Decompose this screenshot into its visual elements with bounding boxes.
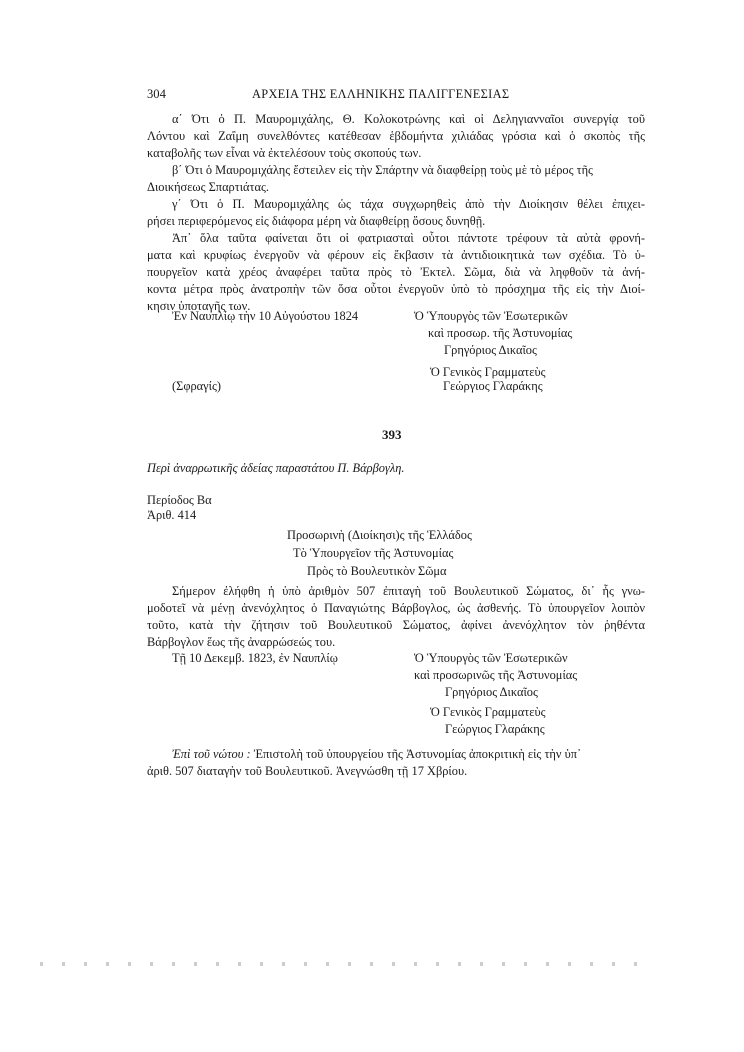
- endorsement-note: [172, 746, 581, 762]
- signature-name: Γρηγόριος Δικαῖος: [444, 343, 537, 357]
- body-line: τοῦτο, κατὰ τὴν ζήτησιν τοῦ Βουλευτικοῦ Σώματος, ἀφίνει ἀνενόχλητον τὸν ῥηθέντα: [147, 618, 645, 632]
- signature-name: Γεώργιος Γλαράκης: [445, 722, 545, 736]
- body-line: ρήσει περιφερόμενος εἰς διάφορα μέρη νὰ διαφθείρῃ ὅσους δυνηθῇ.: [147, 214, 486, 228]
- date-place: Ἐν Ναυπλίῳ τὴν 10 Αὐγούστου 1824: [172, 309, 359, 323]
- body-line: ματα καὶ κρυφίως ἐνεργοῦν νὰ φέρουν εἰς ἔκβασιν τὰ ἀντιδιοικητικὰ των σχέδια. Τὸ ὑ-: [147, 248, 645, 262]
- document-number: 393: [382, 427, 402, 442]
- signature-name: Γρηγόριος Δικαῖος: [445, 685, 538, 699]
- page-number: 304: [147, 87, 166, 101]
- body-line: Σήμερον ἐλήφθη ἡ ὑπὸ ἀριθμὸν 507 ἐπιταγὴ τοῦ Βουλευτικοῦ Σώματος, δι᾽ ἧς γνω-: [172, 584, 645, 598]
- body-line: Ἀπ᾽ ὅλα ταῦτα φαίνεται ὅτι οἱ φατριασταὶ οὗτοι πάντοτε τρέφουν τὰ αὐτὰ φρονή-: [172, 231, 645, 245]
- addressee-line: Πρὸς τὸ Βουλευτικὸν Σῶμα: [307, 564, 447, 578]
- body-line: Βάρβογλον ἕως τῆς ἀναρρώσεώς του.: [147, 635, 336, 649]
- period-label: Περίοδος Βα: [147, 493, 212, 507]
- body-line: κησιν ὑποταγῆς των.: [147, 299, 251, 313]
- signature-name: Γεώργιος Γλαράκης: [443, 379, 543, 393]
- endorsement-note-cont: ἀριθ. 507 διαταγὴν τοῦ Βουλευτικοῦ. Ἀνεγνώσθη τῇ 17 Χβρίου.: [147, 764, 468, 778]
- document-title: Περὶ ἀναρρωτικῆς ἀδείας παραστάτου Π. Βάρβογλη.: [147, 461, 405, 475]
- body-line: κοντα μέτρα πρὸς ἀνατροπὴν τῶν ὅσα οὗτοι ἐνεργοῦν ὑπὸ τὸ πρόσχημα τῆς εἰς τὴν Διοί-: [147, 282, 645, 296]
- running-title: ΑΡΧΕΙΑ ΤΗΣ ΕΛΛΗΝΙΚΗΣ ΠΑΛΙΓΓΕΝΕΣΙΑΣ: [252, 87, 510, 101]
- endorsement-label: Ἐπὶ τοῦ νώτου :: [172, 747, 251, 761]
- signature-line: καὶ προσωρ. τῆς Ἀστυνομίας: [428, 326, 573, 340]
- endorsement-text: Ἐπιστολὴ τοῦ ὑπουργείου τῆς Ἀστυνομίας ἀποκριτικὴ εἰς τὴν ὑπ᾽: [253, 747, 582, 761]
- scan-artifact: [40, 962, 640, 966]
- body-line: καταβολῆς των εἶναι νὰ ἐκτελέσουν τοὺς σκοπούς των.: [147, 146, 422, 160]
- seal-label: (Σφραγίς): [172, 379, 222, 393]
- signature-line: καὶ προσωρινῶς τῆς Ἀστυνομίας: [414, 668, 578, 682]
- signature-line: Ὁ Ὑπουργὸς τῶν Ἐσωτερικῶν: [414, 309, 568, 323]
- body-line: πουργεῖον κατὰ χρέος ἀναφέρει ταῦτα πρὸς τὸ Ἐκτελ. Σῶμα, διὰ νὰ ληφθοῦν τὰ ἀνή-: [147, 265, 645, 279]
- addressee-line: Τὸ Ὑπουργεῖον τῆς Ἀστυνομίας: [293, 546, 454, 560]
- body-line: α΄ Ότι ὁ Π. Μαυρομιχάλης, Θ. Κολοκοτρώνης καὶ οἱ Δεληγιανναῖοι συνεργίᾳ τοῦ: [172, 112, 645, 126]
- signature-line: Ὁ Γενικὸς Γραμματεὺς: [430, 705, 546, 719]
- signature-line: Ὁ Γενικὸς Γραμματεὺς: [430, 365, 546, 379]
- date-place: Τῇ 10 Δεκεμβ. 1823, ἐν Ναυπλίῳ: [172, 651, 338, 665]
- reference-number: Ἀριθ. 414: [147, 508, 197, 522]
- addressee-line: Προσωρινὴ (Διοίκησι)ς τῆς Ἑλλάδος: [287, 528, 472, 542]
- signature-line: Ὁ Ὑπουργὸς τῶν Ἐσωτερικῶν: [414, 651, 568, 665]
- body-line: γ΄ Ότι ὁ Π. Μαυρομιχάλης ὡς τάχα συγχωρηθεὶς ἀπὸ τὴν Διοίκησιν θέλει ἐπιχει-: [172, 197, 645, 211]
- body-line: Διοικήσεως Σπαρτιάτας.: [147, 180, 270, 194]
- body-line: μοδοτεῖ νὰ μένῃ ἀνενόχλητος ὁ Παναγιώτης Βάρβογλος, ὡς ἀσθενής. Τὸ ὑπουργεῖον λοιπὸν: [147, 601, 645, 615]
- body-line: β΄ Ότι ὁ Μαυρομιχάλης ἔστειλεν εἰς τὴν Σπάρτην νὰ διαφθείρῃ τοὺς μὲ τὸ μέρος τῆς: [172, 163, 593, 177]
- body-line: Λόντου καὶ Ζαΐμη συνελθόντες κατέθεσαν ἑβδομήντα χιλιάδας γρόσια καὶ ὁ σκοπὸς τῆς: [147, 129, 645, 143]
